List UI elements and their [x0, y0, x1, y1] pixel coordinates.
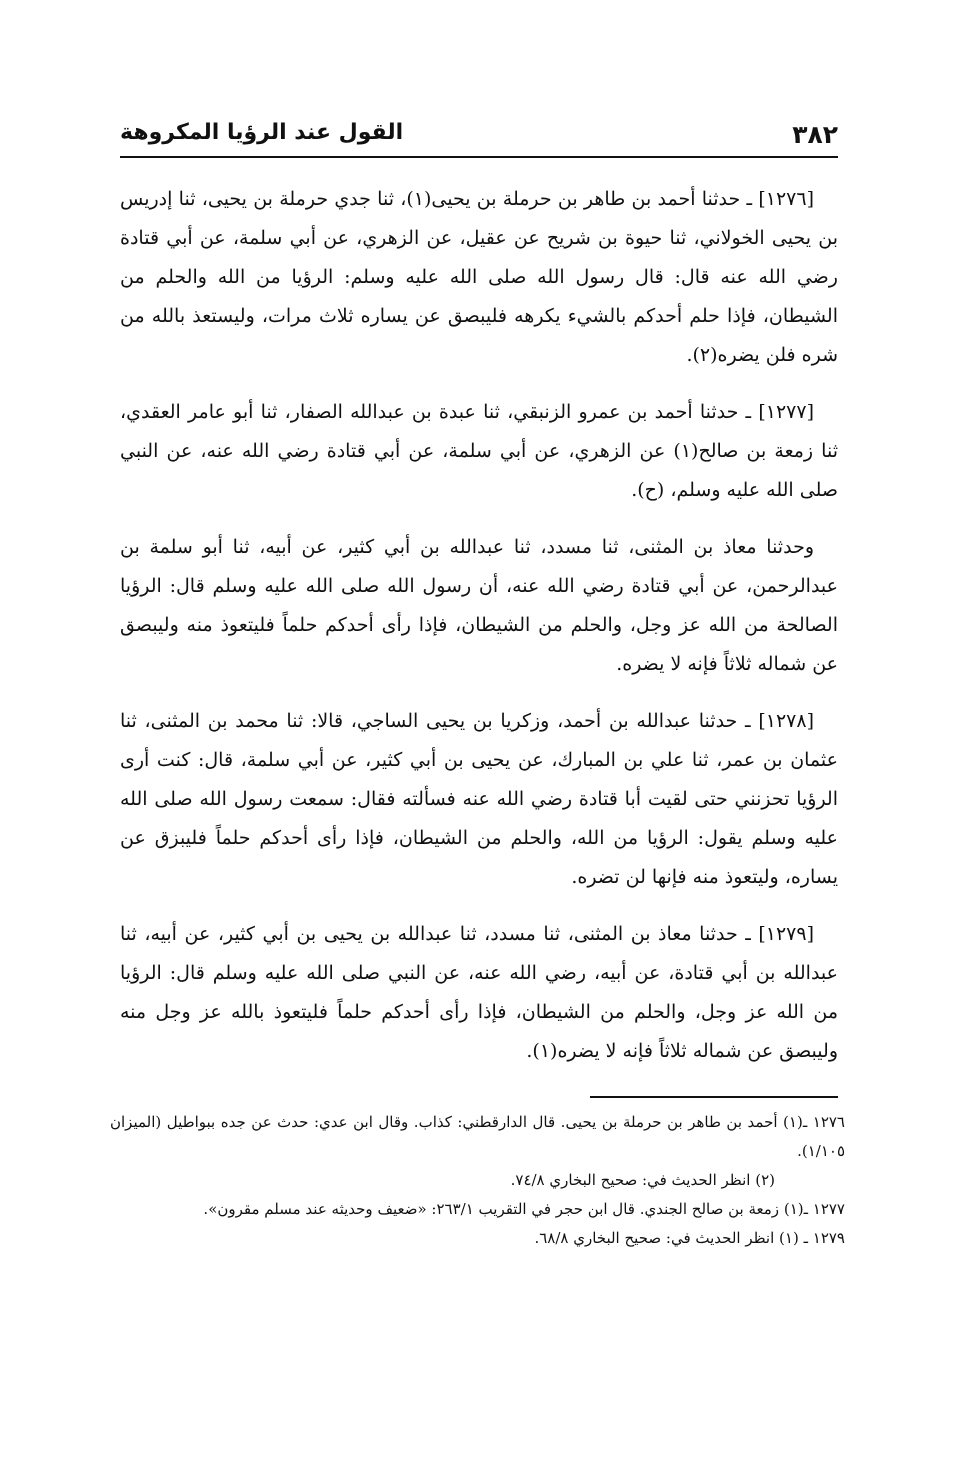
hadith-paragraph: [١٢٧٧] ـ حدثنا أحمد بن عمرو الزنبقي، ثنا عبدة بن عبدالله الصفار، ثنا أبو عامر العقدي، ثنا زمعة بن صالح(١) عن الزهري، عن أبي سلمة، عن أبي قتادة رضي الله عنه، عن النبي صلى الله عليه وسلم، (ح).	[120, 401, 838, 501]
footnote: (٢) انظر الحديث في: صحيح البخاري ٧٤/٨.	[510, 1171, 775, 1189]
main-text	[120, 180, 838, 1089]
hadith-paragraph: وحدثنا معاذ بن المثنى، ثنا مسدد، ثنا عبدالله بن أبي كثير، عن أبيه، ثنا أبو سلمة بن عبدالرحمن، عن أبي قتادة رضي الله عنه، أن رسول الله صلى الله عليه وسلم قال: الرؤيا الصالحة من الله عز وجل، والحلم من الشيطان، فإذا رأى أحدكم حلماً فليتعوذ منه وليبصق عن شماله ثلاثاً فإنه لا يضره.	[120, 536, 838, 675]
hadith-paragraph: [١٢٧٨] ـ حدثنا عبدالله بن أحمد، وزكريا بن يحيى الساجي، قالا: ثنا محمد بن المثنى، ثنا عثمان بن عمر، ثنا علي بن المبارك، عن يحيى بن أبي كثير، عن أبي سلمة، قال: كنت أرى الرؤيا تحزنني حتى لقيت أبا قتادة رضي الله عنه فسألته فقال: سمعت رسول الله صلى الله عليه وسلم يقول: الرؤيا من الله، والحلم من الشيطان، فإذا رأى أحدكم حلماً فليبزق عن يساره، وليتعوذ منه فإنها لن تضره.	[120, 710, 838, 888]
footnote: ١٢٧٩ ـ (١) انظر الحديث في: صحيح البخاري ٦٨/٨.	[534, 1229, 845, 1247]
footnote-separator	[590, 1096, 838, 1098]
hadith-paragraph: [١٢٧٩] ـ حدثنا معاذ بن المثنى، ثنا مسدد، ثنا عبدالله بن يحيى بن أبي كثير، عن أبيه، ثنا عبدالله بن أبي قتادة، عن أبيه، رضي الله عنه، عن النبي صلى الله عليه وسلم قال: الرؤيا من الله عز وجل، والحلم من الشيطان، فإذا رأى أحدكم حلماً فليتعوذ بالله عز وجل منه وليبصق عن شماله ثلاثاً فإنه لا يضره(١).	[120, 923, 838, 1062]
page-header	[120, 112, 838, 158]
footnotes	[110, 1108, 845, 1253]
page-number: ٣٨٢	[792, 120, 838, 149]
running-title: القول عند الرؤيا المكروهة	[120, 120, 404, 145]
footnote: ١٢٧٧ ـ(١) زمعة بن صالح الجندي. قال ابن حجر في التقريب ٢٦٣/١: «ضعيف وحديثه عند مسلم مقرون».	[203, 1200, 845, 1218]
hadith-paragraph: [١٢٧٦] ـ حدثنا أحمد بن طاهر بن حرملة بن يحيى(١)، ثنا جدي حرملة بن يحيى، ثنا إدريس بن يحيى الخولاني، ثنا حيوة بن شريح عن عقيل، عن الزهري، عن أبي سلمة، عن أبي قتادة رضي الله عنه قال: قال رسول الله صلى الله عليه وسلم: الرؤيا من الله والحلم من الشيطان، فإذا حلم أحدكم بالشيء يكرهه فليبصق عن يساره ثلاث مرات، وليستعذ بالله من شره فلن يضره(٢).	[120, 188, 838, 366]
footnote: ١٢٧٦ ـ(١) أحمد بن طاهر بن حرملة بن يحيى. قال الدارقطني: كذاب. وقال ابن عدي: حدث عن جده ببواطيل (الميزان ١/١٠٥).	[110, 1113, 845, 1160]
